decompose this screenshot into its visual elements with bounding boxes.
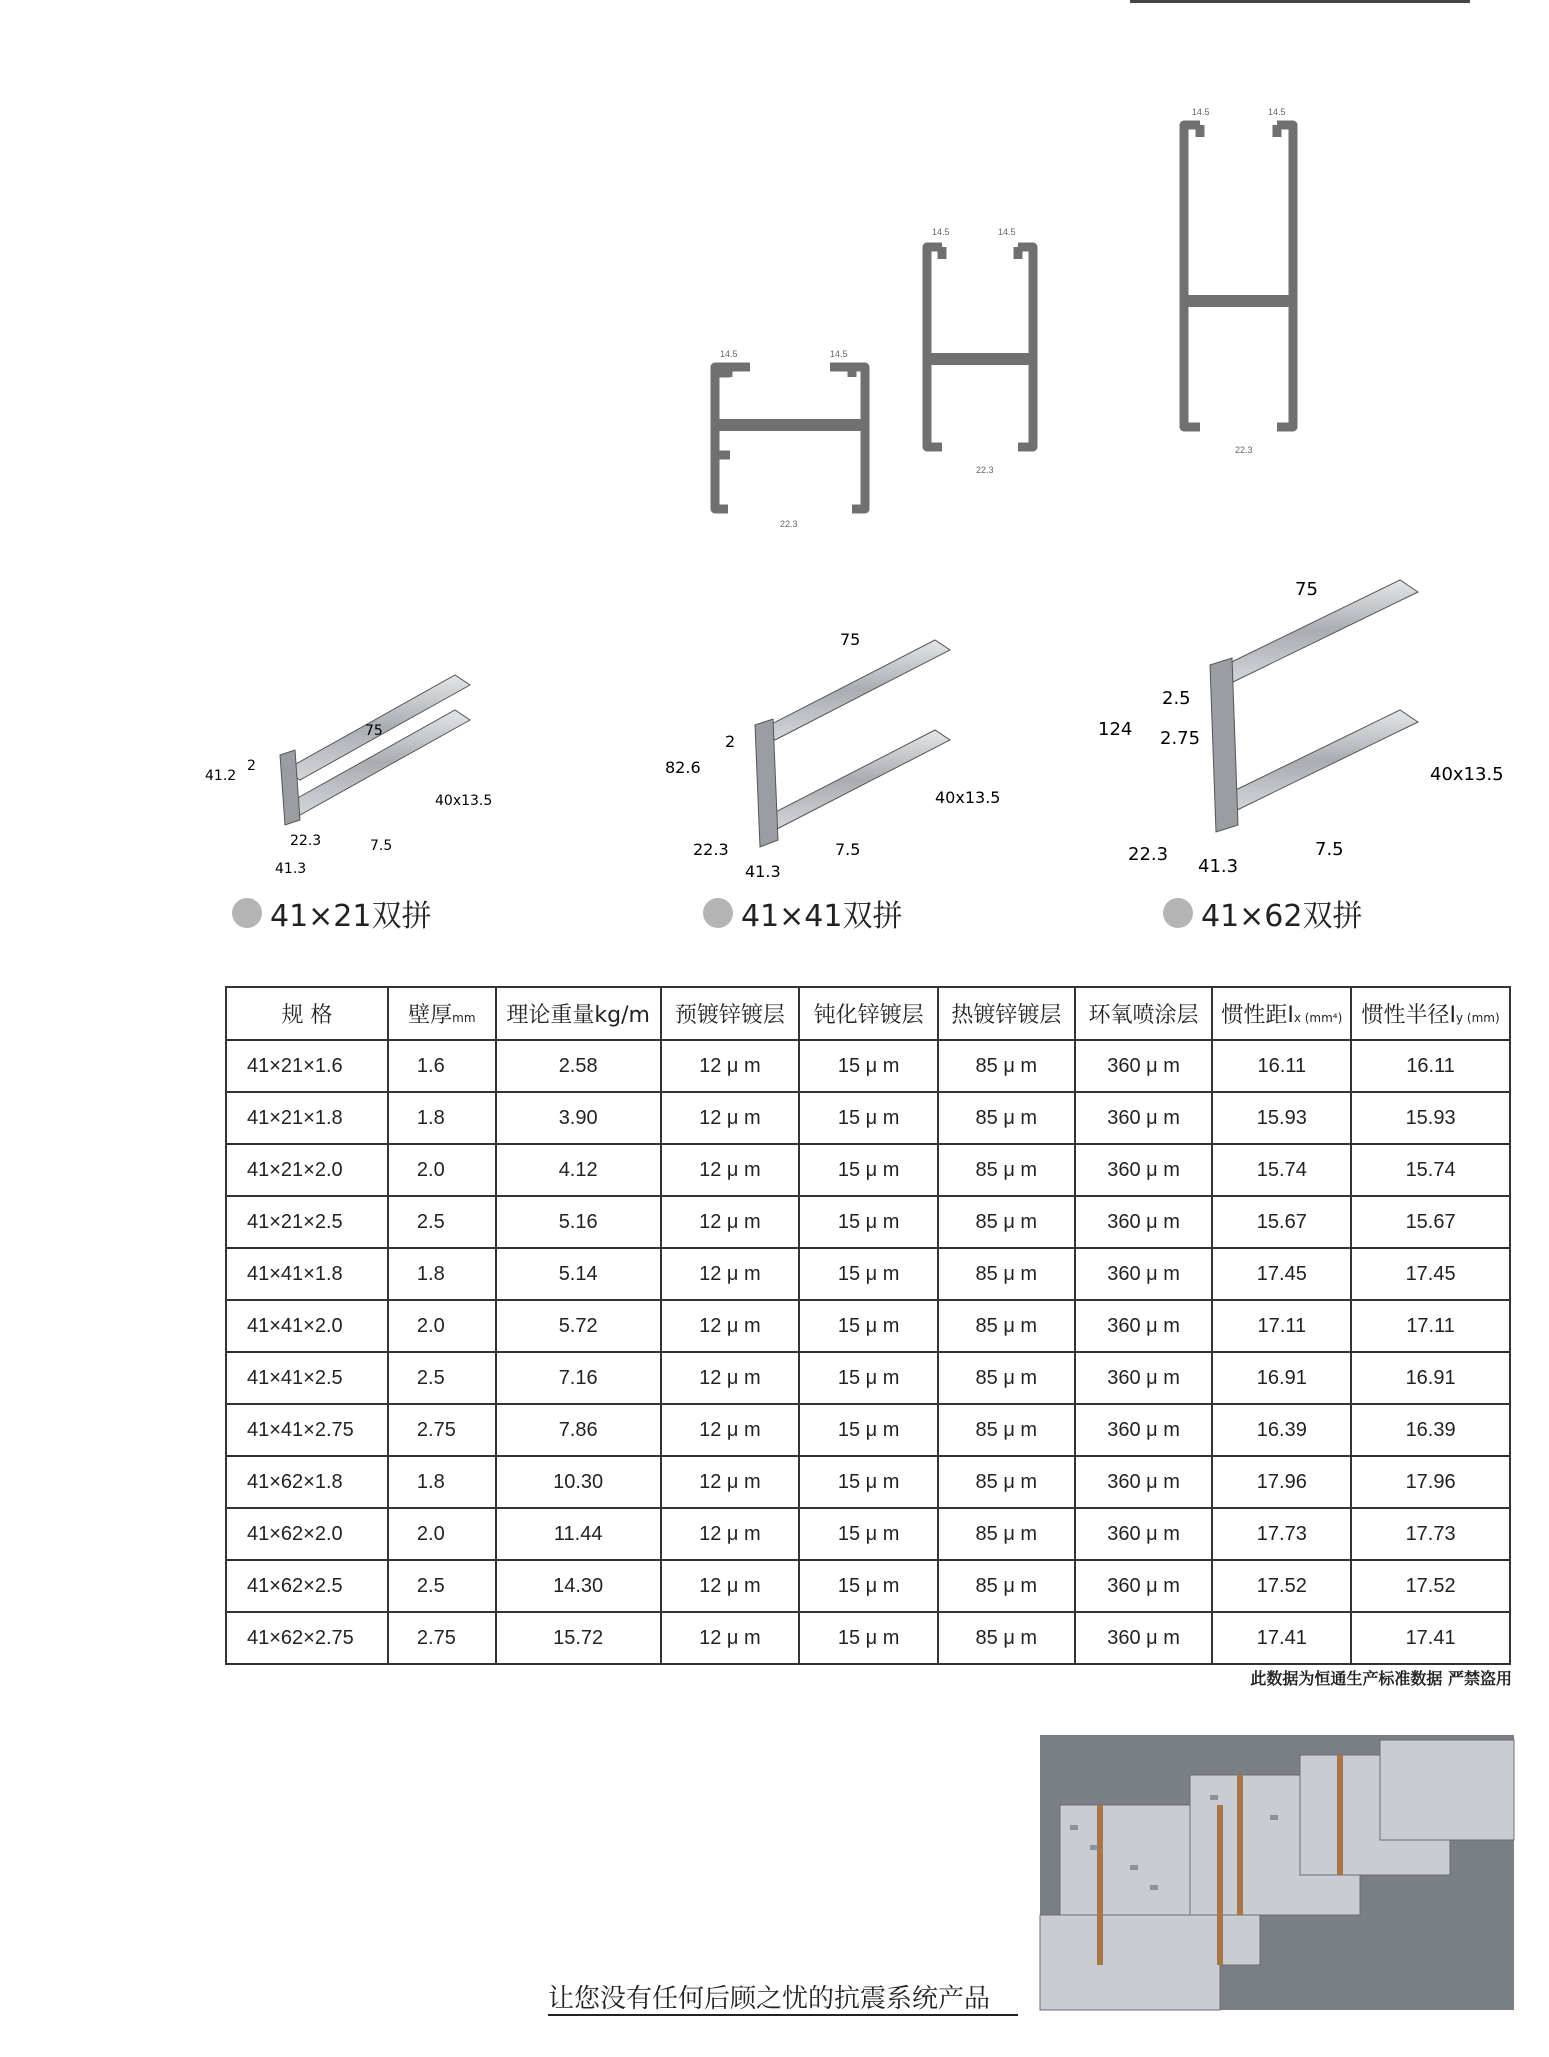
header-epoxy: 环氧喷涂层 [1075,987,1213,1040]
table-cell: 15 μ m [799,1456,938,1508]
table-cell: 17.73 [1351,1508,1510,1560]
table-cell: 15.67 [1212,1196,1351,1248]
svg-text:2.75: 2.75 [1160,728,1201,749]
profile-41x41-iso-drawing [665,625,1005,880]
table-cell: 17.96 [1351,1456,1510,1508]
table-cell: 7.16 [496,1352,661,1404]
svg-text:14.5: 14.5 [998,227,1016,237]
table-cell: 41×62×2.75 [226,1612,388,1664]
table-cell: 12 μ m [661,1300,800,1352]
table-cell: 2.75 [388,1404,496,1456]
slogan-text: 让您没有任何后顾之忧的抗震系统产品 [548,1984,991,2014]
warehouse-product-photo [1040,1735,1514,2010]
table-cell: 360 μ m [1075,1196,1213,1248]
table-cell: 15.67 [1351,1196,1510,1248]
table-cell: 1.8 [388,1456,496,1508]
table-cell: 12 μ m [661,1352,800,1404]
svg-text:75: 75 [840,630,861,649]
table-cell: 85 μ m [938,1040,1075,1092]
svg-text:22.3: 22.3 [290,833,322,849]
svg-text:7.5: 7.5 [370,838,393,854]
table-cell: 2.5 [388,1196,496,1248]
table-row [226,1144,1510,1196]
table-cell: 12 μ m [661,1196,800,1248]
table-row [226,1612,1510,1664]
table-cell: 85 μ m [938,1560,1075,1612]
table-cell: 17.73 [1212,1508,1351,1560]
table-cell: 15 μ m [799,1352,938,1404]
table-cell: 12 μ m [661,1456,800,1508]
table-cell: 15 μ m [799,1196,938,1248]
table-cell: 10.30 [496,1456,661,1508]
table-cell: 15 μ m [799,1040,938,1092]
table-row [226,1196,1510,1248]
svg-text:14.5: 14.5 [1268,107,1286,117]
table-cell: 85 μ m [938,1092,1075,1144]
table-cell: 17.96 [1212,1456,1351,1508]
spec-table [225,986,1511,1665]
table-cell: 85 μ m [938,1144,1075,1196]
table-cell: 41×21×1.8 [226,1092,388,1144]
table-row [226,1248,1510,1300]
table-row [226,1404,1510,1456]
svg-text:2.5: 2.5 [1162,688,1191,709]
table-cell: 2.5 [388,1560,496,1612]
header-weight: 理论重量kg/m [496,987,661,1040]
table-cell: 41×21×1.6 [226,1040,388,1092]
table-cell: 360 μ m [1075,1144,1213,1196]
table-cell: 15.93 [1212,1092,1351,1144]
table-cell: 41×62×2.5 [226,1560,388,1612]
table-cell: 15 μ m [799,1404,938,1456]
table-cell: 15 μ m [799,1612,938,1664]
header-passivated: 钝化锌镀层 [799,987,938,1040]
table-row [226,1092,1510,1144]
table-header-row [226,987,1510,1040]
table-cell: 360 μ m [1075,1248,1213,1300]
table-cell: 2.75 [388,1612,496,1664]
table-cell: 41×41×1.8 [226,1248,388,1300]
svg-text:124: 124 [1098,719,1133,740]
svg-text:41.3: 41.3 [1198,856,1239,877]
table-cell: 41×62×2.0 [226,1508,388,1560]
table-row [226,1456,1510,1508]
table-row [226,1560,1510,1612]
header-radius-gyration: 惯性半径Ⅰy (mm) [1351,987,1510,1040]
svg-text:75: 75 [365,723,383,739]
svg-text:41.2: 41.2 [205,768,237,784]
table-cell: 15.72 [496,1612,661,1664]
table-cell: 15.93 [1351,1092,1510,1144]
table-cell: 360 μ m [1075,1404,1213,1456]
svg-text:14.5: 14.5 [1192,107,1210,117]
table-cell: 16.91 [1351,1352,1510,1404]
table-cell: 1.8 [388,1248,496,1300]
svg-text:22.3: 22.3 [1235,445,1253,455]
table-cell: 3.90 [496,1092,661,1144]
table-cell: 12 μ m [661,1612,800,1664]
profile-label-41x62 [1163,893,1362,933]
table-cell: 2.5 [388,1352,496,1404]
table-cell: 41×21×2.5 [226,1196,388,1248]
table-cell: 12 μ m [661,1144,800,1196]
table-cell: 85 μ m [938,1248,1075,1300]
profile-label-41x21 [232,893,431,933]
table-cell: 12 μ m [661,1092,800,1144]
table-cell: 17.45 [1212,1248,1351,1300]
table-cell: 15.74 [1351,1144,1510,1196]
profile-41x62-iso-drawing [1090,570,1520,880]
top-rule [1130,0,1470,3]
table-cell: 15 μ m [799,1560,938,1612]
svg-text:22.3: 22.3 [780,519,798,529]
table-cell: 360 μ m [1075,1300,1213,1352]
table-cell: 360 μ m [1075,1040,1213,1092]
table-cell: 16.11 [1212,1040,1351,1092]
svg-text:22.3: 22.3 [693,840,729,859]
table-cell: 5.16 [496,1196,661,1248]
table-cell: 17.52 [1212,1560,1351,1612]
section-profiles-drawing [680,95,1380,529]
svg-text:14.5: 14.5 [830,349,848,359]
table-cell: 12 μ m [661,1560,800,1612]
table-cell: 4.12 [496,1144,661,1196]
slogan-underline [548,2014,1018,2016]
table-cell: 360 μ m [1075,1352,1213,1404]
profile-label-text: 41×62双拼 [1201,899,1363,934]
profile-label-text: 41×41双拼 [741,899,903,934]
table-cell: 85 μ m [938,1404,1075,1456]
table-cell: 2.0 [388,1144,496,1196]
table-cell: 17.41 [1351,1612,1510,1664]
table-cell: 85 μ m [938,1612,1075,1664]
table-cell: 5.72 [496,1300,661,1352]
table-cell: 17.41 [1212,1612,1351,1664]
table-cell: 360 μ m [1075,1612,1213,1664]
table-row [226,1352,1510,1404]
table-cell: 85 μ m [938,1352,1075,1404]
header-moment-inertia: 惯性距Ⅰx (mm⁴) [1212,987,1351,1040]
table-cell: 7.86 [496,1404,661,1456]
profile-label-text: 41×21双拼 [270,899,432,934]
header-thickness: 壁厚mm [388,987,496,1040]
svg-text:22.3: 22.3 [976,465,994,475]
svg-text:40x13.5: 40x13.5 [435,793,493,809]
table-cell: 16.39 [1212,1404,1351,1456]
table-cell: 15 μ m [799,1092,938,1144]
table-cell: 14.30 [496,1560,661,1612]
table-cell: 16.11 [1351,1040,1510,1092]
table-cell: 41×41×2.0 [226,1300,388,1352]
table-cell: 5.14 [496,1248,661,1300]
svg-text:2: 2 [247,758,256,774]
header-hotdip: 热镀锌镀层 [938,987,1075,1040]
svg-text:14.5: 14.5 [932,227,950,237]
table-cell: 16.91 [1212,1352,1351,1404]
table-row [226,1508,1510,1560]
svg-text:7.5: 7.5 [1315,839,1344,860]
table-cell: 41×41×2.5 [226,1352,388,1404]
header-spec: 规 格 [226,987,388,1040]
table-cell: 85 μ m [938,1508,1075,1560]
bullet-dot-icon [1163,898,1193,928]
bullet-dot-icon [703,898,733,928]
table-cell: 15 μ m [799,1144,938,1196]
table-cell: 85 μ m [938,1196,1075,1248]
table-cell: 2.0 [388,1300,496,1352]
svg-text:41.3: 41.3 [275,861,307,877]
svg-text:2: 2 [725,732,736,751]
table-cell: 11.44 [496,1508,661,1560]
bullet-dot-icon [232,898,262,928]
table-cell: 360 μ m [1075,1092,1213,1144]
table-cell: 16.39 [1351,1404,1510,1456]
table-cell: 360 μ m [1075,1456,1213,1508]
table-cell: 15.74 [1212,1144,1351,1196]
table-cell: 360 μ m [1075,1560,1213,1612]
table-cell: 12 μ m [661,1040,800,1092]
table-cell: 17.11 [1351,1300,1510,1352]
table-cell: 2.58 [496,1040,661,1092]
table-cell: 15 μ m [799,1508,938,1560]
table-cell: 360 μ m [1075,1508,1213,1560]
svg-text:40x13.5: 40x13.5 [1430,764,1504,785]
svg-text:14.5: 14.5 [720,349,738,359]
table-cell: 41×41×2.75 [226,1404,388,1456]
svg-text:41.3: 41.3 [745,862,781,881]
table-cell: 12 μ m [661,1508,800,1560]
table-cell: 41×62×1.8 [226,1456,388,1508]
table-cell: 85 μ m [938,1456,1075,1508]
svg-text:22.3: 22.3 [1128,844,1169,865]
table-cell: 1.8 [388,1092,496,1144]
table-cell: 41×21×2.0 [226,1144,388,1196]
table-row [226,1300,1510,1352]
table-cell: 2.0 [388,1508,496,1560]
copyright-note: 此数据为恒通生产标准数据 严禁盗用 [1250,1669,1512,1688]
table-cell: 12 μ m [661,1404,800,1456]
svg-text:75: 75 [1295,579,1318,600]
profile-41x21-iso-drawing [205,655,515,880]
table-cell: 85 μ m [938,1300,1075,1352]
table-cell: 12 μ m [661,1248,800,1300]
profile-label-41x41 [703,893,902,933]
svg-text:7.5: 7.5 [835,840,861,859]
table-cell: 17.45 [1351,1248,1510,1300]
table-cell: 1.6 [388,1040,496,1092]
table-cell: 15 μ m [799,1248,938,1300]
svg-text:40x13.5: 40x13.5 [935,788,1001,807]
svg-text:82.6: 82.6 [665,758,701,777]
table-cell: 17.11 [1212,1300,1351,1352]
header-pregalv: 预镀锌镀层 [661,987,800,1040]
table-cell: 15 μ m [799,1300,938,1352]
table-row [226,1040,1510,1092]
table-cell: 17.52 [1351,1560,1510,1612]
